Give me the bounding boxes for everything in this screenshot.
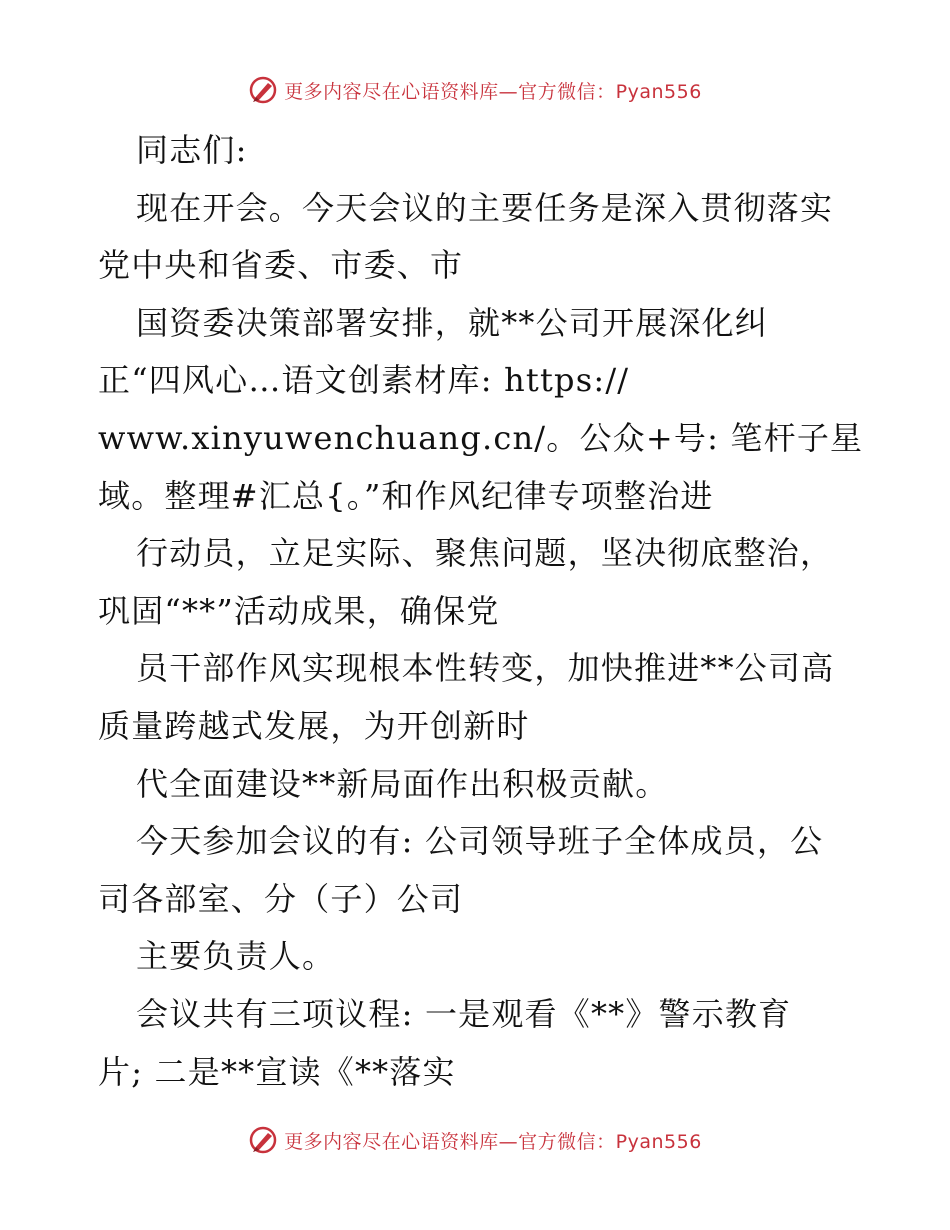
text-line: 今天参加会议的有: 公司领导班子全体成员，公 xyxy=(136,822,824,861)
pen-logo-icon xyxy=(248,75,278,105)
text-line: 现在开会。今天会议的主要任务是深入贯彻落实 xyxy=(136,188,834,227)
text-line: 域。整理#汇总{。”和作风纪律专项整治进 xyxy=(98,476,714,515)
text-line: 国资委决策部署安排，就**公司开展深化纠 xyxy=(136,303,769,342)
text-line: www.xinyuwenchuang.cn/。公众+号: 笔杆子星 xyxy=(98,418,864,457)
document-body xyxy=(98,122,864,1101)
text-line: 巩固“**”活动成果，确保党 xyxy=(98,591,500,630)
watermark-text: 更多内容尽在心语资料库—官方微信：Pyan556 xyxy=(284,1130,702,1153)
text-line: 正“四风心…语文创素材库: https:// xyxy=(98,361,630,400)
footer-watermark xyxy=(0,1120,950,1160)
watermark-text: 更多内容尽在心语资料库—官方微信：Pyan556 xyxy=(284,80,702,103)
text-line: 代全面建设**新局面作出积极贡献。 xyxy=(136,764,669,803)
text-line: 同志们: xyxy=(136,131,248,169)
text-line: 员干部作风实现根本性转变，加快推进**公司高 xyxy=(136,649,835,688)
pen-logo-icon xyxy=(248,1125,278,1155)
text-line: 质量跨越式发展，为开创新时 xyxy=(98,706,530,745)
text-line: 司各部室、分（子）公司 xyxy=(98,879,464,918)
text-line: 会议共有三项议程: 一是观看《**》警示教育 xyxy=(136,994,792,1033)
text-line: 行动员，立足实际、聚焦问题，坚决彻底整治， xyxy=(136,534,834,573)
header-watermark xyxy=(0,70,950,110)
text-line: 主要负责人。 xyxy=(136,937,336,976)
text-line: 党中央和省委、市委、市 xyxy=(98,246,464,285)
text-line: 片; 二是**宣读《**落实 xyxy=(98,1052,456,1091)
